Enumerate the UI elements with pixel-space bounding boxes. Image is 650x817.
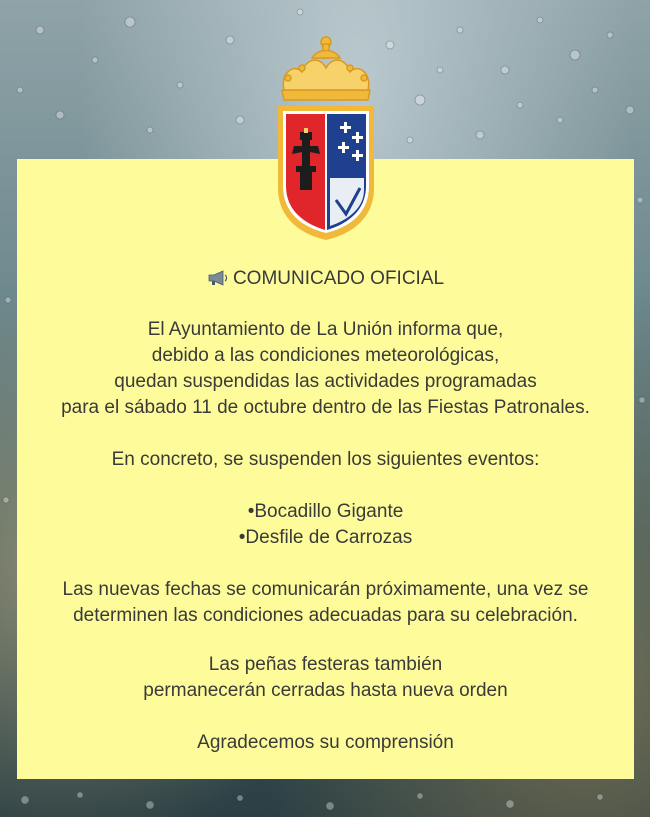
intro-line: debido a las condiciones meteorológicas, (151, 345, 500, 366)
intro-line: quedan suspendidas las actividades programadas (114, 371, 537, 392)
list-item: •Bocadillo Gigante (247, 501, 404, 522)
intro-line: para el sábado 11 de octubre dentro de las Fiestas Patronales. (61, 397, 590, 418)
new-dates-paragraph (17, 577, 634, 629)
penas-line: permanecerán cerradas hasta nueva orden (143, 680, 508, 701)
events-heading-text: En concreto, se suspenden los siguientes eventos: (111, 449, 540, 470)
events-list (17, 499, 634, 551)
announcement-title (17, 266, 634, 292)
penas-line: Las peñas festeras también (208, 654, 443, 675)
events-heading (17, 447, 634, 473)
list-item: •Desfile de Carrozas (238, 527, 413, 548)
coat-of-arms-logo (272, 28, 380, 246)
megaphone-icon (207, 270, 229, 286)
closing-paragraph (17, 730, 634, 756)
intro-paragraph (17, 317, 634, 421)
title-text: COMUNICADO OFICIAL (232, 268, 445, 289)
intro-line: El Ayuntamiento de La Unión informa que, (147, 319, 504, 340)
new-dates-line: determinen las condiciones adecuadas para su celebración. (73, 605, 578, 626)
crown-icon (282, 37, 370, 100)
closing-text: Agradecemos su comprensión (197, 732, 454, 753)
new-dates-line: Las nuevas fechas se comunicarán próximamente, una vez se (62, 579, 589, 600)
penas-paragraph (17, 652, 634, 704)
